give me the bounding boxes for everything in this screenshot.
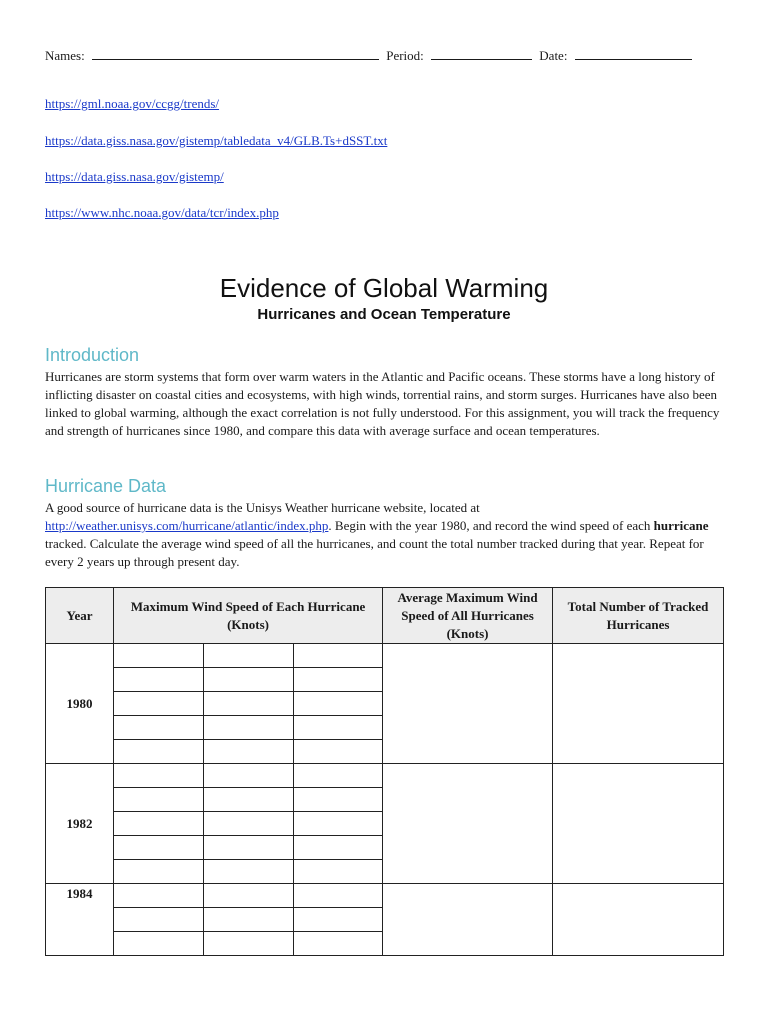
wind-cell[interactable]	[114, 932, 204, 956]
unisys-link[interactable]: http://weather.unisys.com/hurricane/atlantic/index.php	[45, 518, 329, 533]
wind-cell[interactable]	[204, 812, 294, 836]
hurricane-text-part-1: A good source of hurricane data is the Unisys Weather hurricane website, located at	[45, 500, 480, 515]
wind-cell[interactable]	[114, 860, 204, 884]
period-label: Period:	[386, 48, 424, 63]
header-year: Year	[46, 588, 114, 644]
wind-cell[interactable]	[294, 764, 383, 788]
wind-cell[interactable]	[204, 764, 294, 788]
header-max-wind: Maximum Wind Speed of Each Hurricane (Knots)	[114, 588, 383, 644]
page-subtitle: Hurricanes and Ocean Temperature	[257, 306, 511, 323]
wind-cell[interactable]	[204, 932, 294, 956]
header-fields	[45, 47, 692, 64]
avg-cell-1984[interactable]	[383, 884, 553, 956]
hurricane-data-text	[45, 499, 735, 571]
wind-cell[interactable]	[114, 836, 204, 860]
wind-cell[interactable]	[114, 716, 204, 740]
wind-cell[interactable]	[294, 788, 383, 812]
hurricane-data-table	[45, 587, 724, 956]
wind-cell[interactable]	[294, 860, 383, 884]
total-cell-1982[interactable]	[553, 764, 724, 884]
avg-cell-1982[interactable]	[383, 764, 553, 884]
date-label: Date:	[539, 48, 568, 63]
link-giss-gistemp[interactable]: https://data.giss.nasa.gov/gistemp/	[45, 169, 224, 184]
hurricane-data-heading: Hurricane Data	[45, 476, 167, 496]
header-avg-max: Average Maximum Wind Speed of All Hurricanes (Knots)	[383, 588, 553, 644]
wind-cell[interactable]	[204, 668, 294, 692]
wind-cell[interactable]	[204, 740, 294, 764]
page-title: Evidence of Global Warming	[219, 273, 549, 303]
wind-cell[interactable]	[294, 836, 383, 860]
introduction-text: Hurricanes are storm systems that form over warm waters in the Atlantic and Pacific oceans. These storms have a long history of inflicting disaster on coastal cities and ecosystems, with high winds, torrential rains, and storm surges. Hurricanes have also been linked to global warming, although the exact correlation is not fully understood. For this assignment, you will track the frequency and strength of hurricanes since 1980, and compare this data with average surface and ocean temperatures.	[45, 369, 720, 438]
wind-cell[interactable]	[114, 764, 204, 788]
avg-cell-1980[interactable]	[383, 644, 553, 764]
hurricane-bold-word: hurricane	[653, 518, 709, 533]
wind-cell[interactable]	[294, 644, 383, 668]
link-noaa-trends[interactable]: https://gml.noaa.gov/ccgg/trends/	[45, 96, 220, 111]
wind-cell[interactable]	[294, 692, 383, 716]
wind-cell[interactable]	[294, 908, 383, 932]
year-1984: 1984	[46, 884, 114, 956]
wind-cell[interactable]	[294, 716, 383, 740]
wind-cell[interactable]	[114, 908, 204, 932]
wind-cell[interactable]	[114, 692, 204, 716]
wind-cell[interactable]	[294, 740, 383, 764]
hurricane-text-part-3: tracked. Calculate the average wind speed of all the hurricanes, and count the total number tracked during that year. Repeat for every 2 years up through present day.	[45, 536, 704, 569]
wind-cell[interactable]	[114, 740, 204, 764]
year-1980: 1980	[46, 644, 114, 764]
hurricane-text-part-2: . Begin with the year 1980, and record the wind speed of each	[328, 518, 654, 533]
wind-cell[interactable]	[204, 692, 294, 716]
wind-cell[interactable]	[294, 884, 383, 908]
header-total: Total Number of Tracked Hurricanes	[553, 588, 724, 644]
wind-cell[interactable]	[114, 812, 204, 836]
wind-cell[interactable]	[294, 812, 383, 836]
names-label: Names:	[45, 48, 85, 63]
total-cell-1984[interactable]	[553, 884, 724, 956]
names-blank[interactable]	[92, 47, 379, 60]
wind-cell[interactable]	[114, 884, 204, 908]
date-blank[interactable]	[575, 47, 692, 60]
total-cell-1980[interactable]	[553, 644, 724, 764]
wind-cell[interactable]	[114, 668, 204, 692]
link-giss-tabledata[interactable]: https://data.giss.nasa.gov/gistemp/tabledata_v4/GLB.Ts+dSST.txt	[45, 133, 388, 148]
wind-cell[interactable]	[114, 788, 204, 812]
period-blank[interactable]	[431, 47, 532, 60]
wind-cell[interactable]	[114, 644, 204, 668]
wind-cell[interactable]	[204, 716, 294, 740]
wind-cell[interactable]	[294, 932, 383, 956]
link-nhc-tcr[interactable]: https://www.nhc.noaa.gov/data/tcr/index.php	[45, 205, 279, 220]
wind-cell[interactable]	[294, 668, 383, 692]
wind-cell[interactable]	[204, 644, 294, 668]
wind-cell[interactable]	[204, 884, 294, 908]
introduction-heading: Introduction	[45, 345, 140, 365]
wind-cell[interactable]	[204, 908, 294, 932]
wind-cell[interactable]	[204, 860, 294, 884]
wind-cell[interactable]	[204, 788, 294, 812]
year-1982: 1982	[46, 764, 114, 884]
wind-cell[interactable]	[204, 836, 294, 860]
